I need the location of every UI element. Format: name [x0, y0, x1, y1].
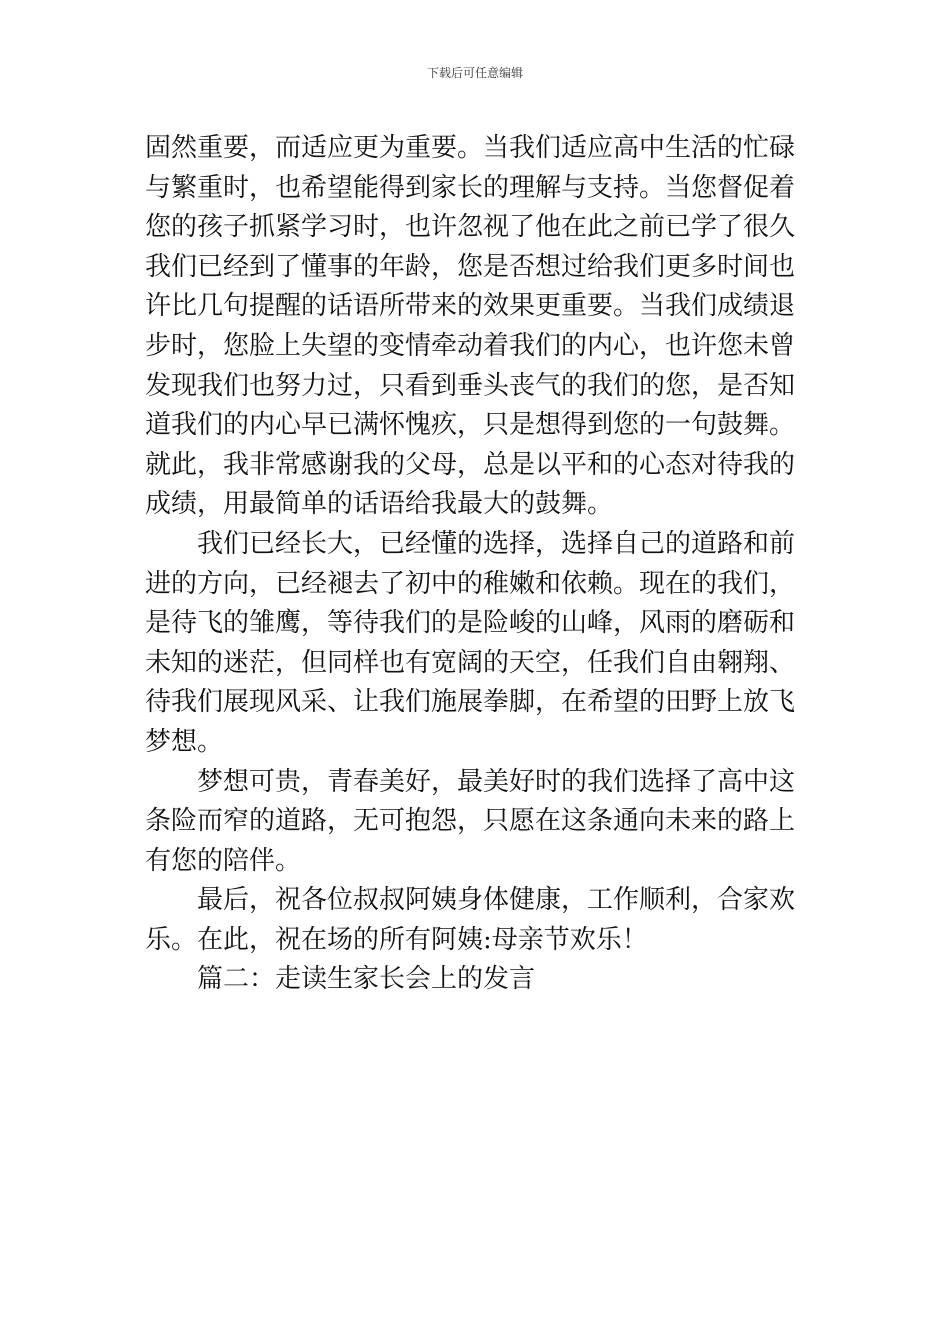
text-line: 篇二：走读生家长会上的发言 — [145, 964, 536, 995]
text-line: 梦想可贵，青春美好，最美好时的我们选择了高中这 — [145, 766, 796, 797]
text-line: 梦想。 — [145, 726, 224, 757]
text-line: 就此，我非常感谢我的父母，总是以平和的心态对待我的 — [145, 449, 796, 480]
text-line: 条险而窄的道路，无可抱怨，只愿在这条通向未来的路上 — [145, 806, 796, 837]
paragraph-growing-up — [145, 525, 809, 763]
text-line: 发现我们也努力过，只看到垂头丧气的我们的您，是否知 — [145, 370, 796, 401]
text-line: 进的方向，已经褪去了初中的稚嫩和依赖。现在的我们， — [145, 568, 796, 599]
text-line: 固然重要，而适应更为重要。当我们适应高中生活的忙碌 — [145, 133, 796, 163]
paragraph-parent-understanding — [145, 129, 809, 525]
paragraph-closing-wishes — [145, 881, 809, 960]
text-line: 您的孩子抓紧学习时，也许忽视了他在此之前已学了很久 — [145, 212, 796, 243]
text-line: 我们已经长大，已经懂的选择，选择自己的道路和前 — [145, 528, 796, 559]
text-line: 我们已经到了懂事的年龄，您是否想过给我们更多时间也 — [145, 251, 796, 282]
text-line: 乐。在此，祝在场的所有阿姨:母亲节欢乐！ — [145, 924, 648, 955]
text-line: 成绩，用最简单的话语给我最大的鼓舞。 — [145, 489, 614, 520]
text-line: 最后，祝各位叔叔阿姨身体健康，工作顺利，合家欢 — [145, 885, 796, 916]
text-line: 与繁重时，也希望能得到家长的理解与支持。当您督促着 — [145, 172, 796, 203]
text-line: 许比几句提醒的话语所带来的效果更重要。当我们成绩退 — [145, 291, 796, 322]
paragraph-dreams — [145, 763, 809, 882]
text-line: 是待飞的雏鹰，等待我们的是险峻的山峰，风雨的磨砺和 — [145, 608, 796, 639]
page-header: 下载后可任意编辑 — [426, 66, 523, 80]
text-line: 待我们展现风采、让我们施展拳脚，在希望的田野上放飞 — [145, 687, 796, 718]
text-line: 未知的迷茫，但同样也有宽阔的天空，任我们自由翱翔、 — [145, 647, 796, 678]
text-line: 步时，您脸上失望的变情牵动着我们的内心，也许您未曾 — [145, 330, 796, 361]
section-heading-part-two — [145, 960, 809, 1000]
document-body — [145, 129, 809, 1000]
text-line: 有您的陪伴。 — [145, 845, 302, 876]
text-line: 道我们的内心早已满怀愧疚，只是想得到您的一句鼓舞。 — [145, 410, 796, 441]
